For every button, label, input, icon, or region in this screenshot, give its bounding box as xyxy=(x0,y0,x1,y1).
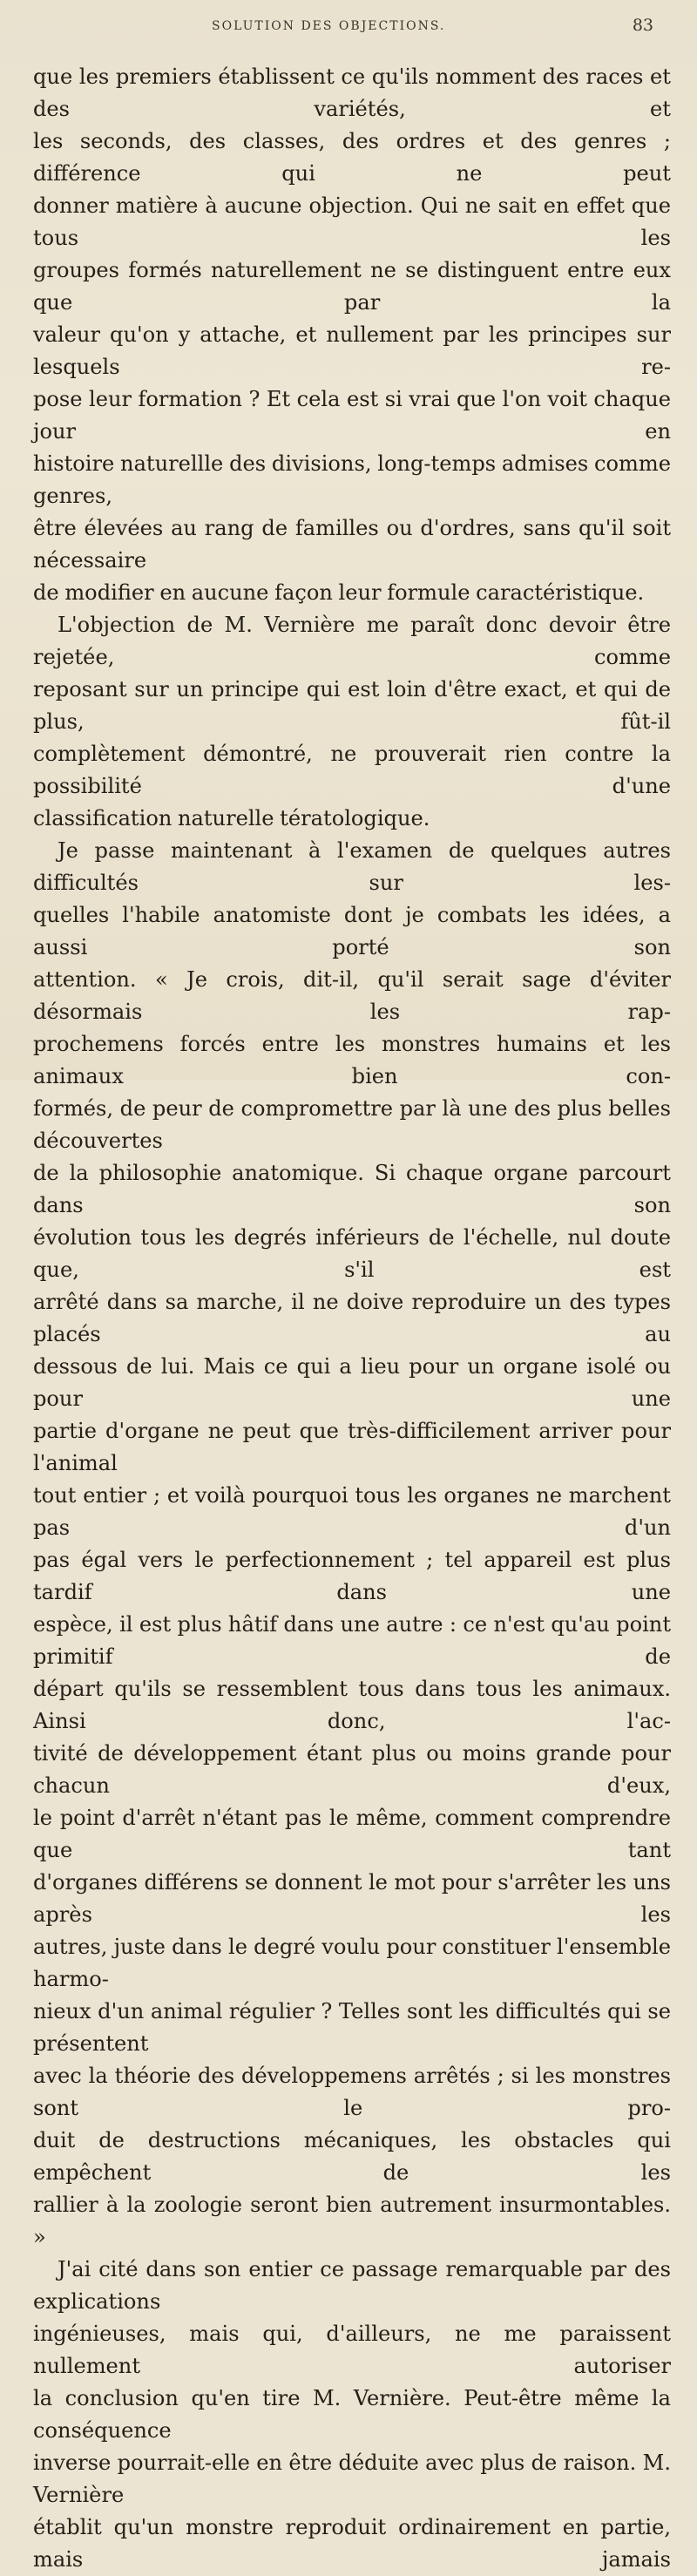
body-text xyxy=(33,61,671,2576)
text-line: les seconds, des classes, des ordres et des genres ; différence qui ne peut xyxy=(33,129,671,186)
text-line: avec la théorie des développemens arrêtés ; si les monstres sont le pro- xyxy=(33,2064,671,2120)
text-line: duit de destructions mécaniques, les obstacles qui empêchent de les xyxy=(33,2128,671,2185)
text-line: attention. « Je crois, dit-il, qu'il serait sage d'éviter désormais les rap- xyxy=(33,967,671,1024)
running-title: SOLUTION DES OBJECTIONS. xyxy=(212,19,446,33)
text-line: donner matière à aucune objection. Qui ne sait en effet que tous les xyxy=(33,193,671,250)
text-line: complètement démontré, ne prouverait rien contre la possibilité d'une xyxy=(33,742,671,798)
text-line: espèce, il est plus hâtif dans une autre : ce n'est qu'au point primitif de xyxy=(33,1612,671,1669)
text-line: être élevées au rang de familles ou d'ordres, sans qu'il soit nécessaire xyxy=(33,516,671,573)
text-line: pose leur formation ? Et cela est si vrai que l'on voit chaque jour en xyxy=(33,387,671,444)
text-line: quelles l'habile anatomiste dont je combats les idées, a aussi porté son xyxy=(33,903,671,959)
text-line: prochemens forcés entre les monstres humains et les animaux bien con- xyxy=(33,1032,671,1088)
text-line: tivité de développement étant plus ou moins grande pour chacun d'eux, xyxy=(33,1741,671,1798)
text-line: de modifier en aucune façon leur formule caractéristique. xyxy=(33,580,645,605)
text-line: la conclusion qu'en tire M. Vernière. Peut-être même la conséquence xyxy=(33,2386,671,2443)
running-head xyxy=(33,12,671,38)
text-line: formés, de peur de compromettre par là une des plus belles découvertes xyxy=(33,1096,671,1153)
text-line: de la philosophie anatomique. Si chaque organe parcourt dans son xyxy=(33,1161,671,1217)
text-line: groupes formés naturellement ne se distinguent entre eux que par la xyxy=(33,258,671,315)
text-line: d'organes différens se donnent le mot pour s'arrêter les uns après les xyxy=(33,1870,671,1927)
text-line: partie d'organe ne peut que très-difficilement arriver pour l'animal xyxy=(33,1419,671,1475)
text-line: tout entier ; et voilà pourquoi tous les organes ne marchent pas d'un xyxy=(33,1483,671,1540)
text-line: arrêté dans sa marche, il ne doive reproduire un des types placés au xyxy=(33,1290,671,1346)
page-number: 83 xyxy=(632,16,653,35)
text-line: reposant sur un principe qui est loin d'être exact, et qui de plus, fût-il xyxy=(33,677,671,734)
text-line: évolution tous les degrés inférieurs de l'échelle, nul doute que, s'il est xyxy=(33,1225,671,1282)
text-line: départ qu'ils se ressemblent tous dans tous les animaux. Ainsi donc, l'ac- xyxy=(33,1677,671,1733)
text-line: histoire naturellle des divisions, long-temps admises comme genres, xyxy=(33,451,671,508)
text-line: que les premiers établissent ce qu'ils nomment des races et des variétés, et xyxy=(33,64,671,121)
text-line: établit qu'un monstre reproduit ordinairement en partie, mais jamais xyxy=(33,2515,671,2572)
text-line: le point d'arrêt n'étant pas le même, comment comprendre que tant xyxy=(33,1806,671,1862)
text-line: autres, juste dans le degré voulu pour constituer l'ensemble harmo- xyxy=(33,1935,671,1991)
text-line: Je passe maintenant à l'examen de quelques autres difficultés sur les- xyxy=(33,838,671,895)
text-line: dessous de lui. Mais ce qui a lieu pour un organe isolé ou pour une xyxy=(33,1354,671,1411)
text-line: pas égal vers le perfectionnement ; tel appareil est plus tardif dans une xyxy=(33,1548,671,1604)
text-line: rallier à la zoologie seront bien autrement insurmontables. » xyxy=(33,2193,671,2249)
text-line: inverse pourrait-elle en être déduite avec plus de raison. M. Vernière xyxy=(33,2451,671,2507)
text-line: L'objection de M. Vernière me paraît donc devoir être rejetée, comme xyxy=(33,613,671,669)
text-line: classification naturelle tératologique. xyxy=(33,806,430,830)
text-line: nieux d'un animal régulier ? Telles sont les difficultés qui se présentent xyxy=(33,1999,671,2056)
text-line: ingénieuses, mais qui, d'ailleurs, ne me paraissent nullement autoriser xyxy=(33,2322,671,2378)
text-line: valeur qu'on y attache, et nullement par les principes sur lesquels re- xyxy=(33,322,671,379)
text-line: J'ai cité dans son entier ce passage remarquable par des explications xyxy=(33,2257,671,2314)
